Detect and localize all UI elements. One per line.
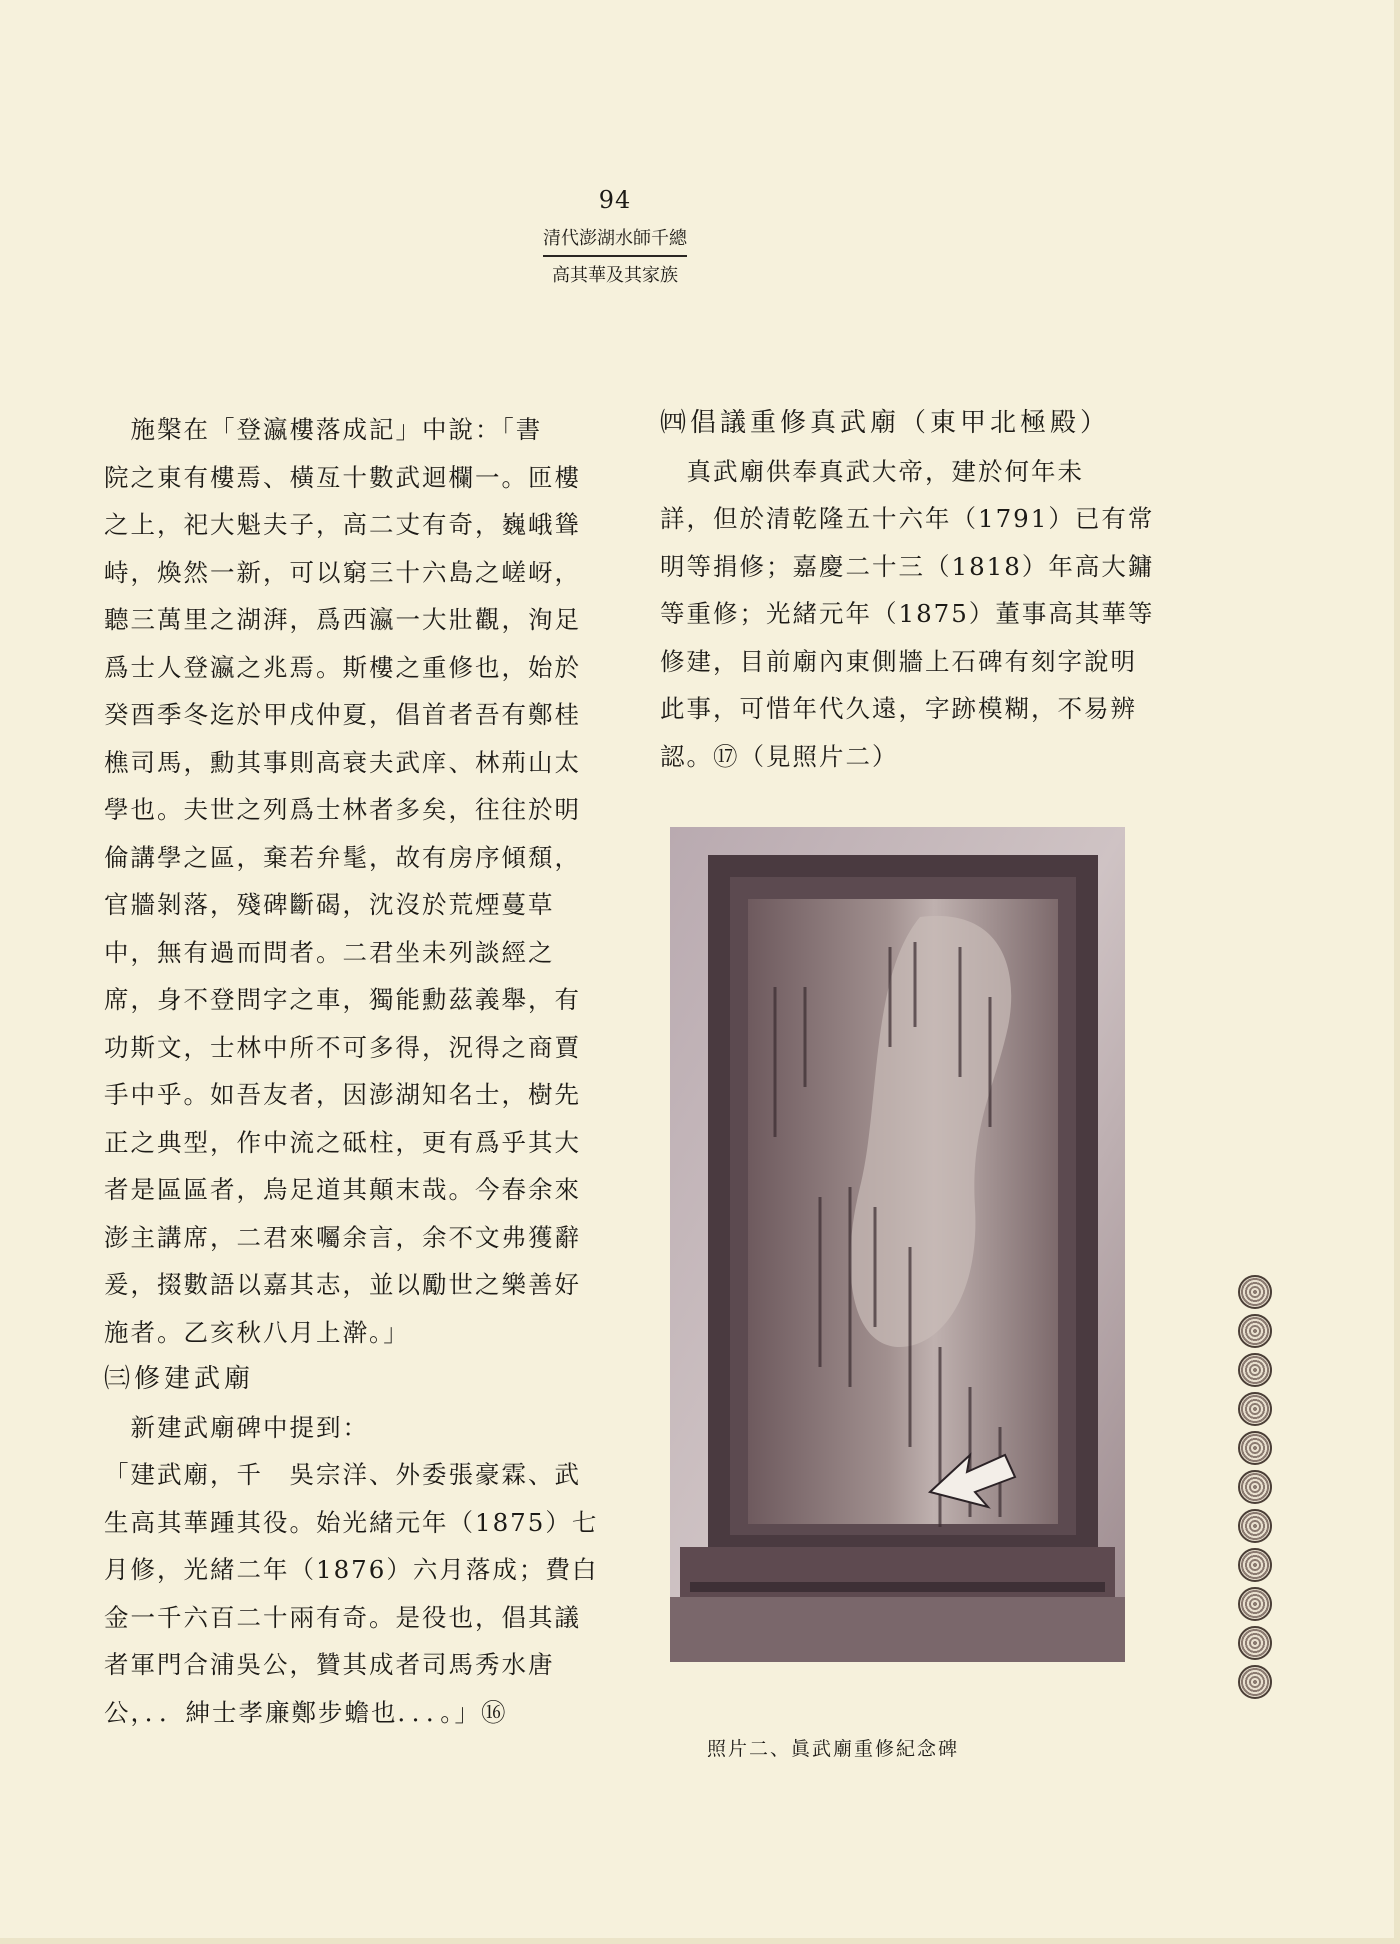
quote-line: 生高其華踵其役。始光緒元年（1875）七 [104, 1507, 599, 1537]
left-line: 者是區區者，烏足道其顛末哉。今春余來 [104, 1175, 581, 1204]
left-line: 學也。夫世之列爲士林者多矣，往往於明 [104, 795, 581, 824]
decorative-seal-strip [1235, 1275, 1275, 1704]
photo-caption: 照片二、眞武廟重修紀念碑 [707, 1738, 960, 1760]
quote-line: 「建武廟，千 吳宗洋、外委張豪霖、武 [104, 1460, 581, 1489]
header-title-line1: 清代澎湖水師千總 [543, 224, 687, 257]
left-line: 之上，祀大魁夫子，高二丈有奇，巍峨聳 [104, 510, 581, 539]
left-line: 中，無有過而問者。二君坐未列談經之 [104, 937, 555, 967]
quote-line: 者軍門合浦吳公，贊其成者司馬秀水唐 [104, 1650, 555, 1679]
left-line: 倫講學之區，棄若弁髦，故有房序傾頹， [104, 842, 581, 872]
right-line: 認。⑰（見照片二） [660, 741, 899, 771]
running-header [500, 186, 730, 287]
left-line: 爲士人登瀛之兆焉。斯樓之重修也，始於 [104, 652, 581, 682]
left-column [104, 406, 599, 1736]
left-line: 正之典型，作中流之砥柱，更有爲乎其大 [104, 1127, 581, 1157]
seal-icon [1238, 1587, 1272, 1621]
left-line: 席，身不登問字之車，獨能勳茲義舉，有 [104, 985, 581, 1014]
left-line: 施者。乙亥秋八月上澣。」 [104, 1317, 410, 1347]
seal-icon [1238, 1275, 1272, 1309]
section-four-heading: ㈣倡議重修真武廟（東甲北極殿） [660, 408, 1111, 438]
stele-photo [670, 827, 1125, 1662]
page-number: 94 [598, 186, 632, 214]
seal-icon [1238, 1626, 1272, 1660]
left-line: 爰，掇數語以嘉其志，並以勵世之樂善好 [104, 1270, 581, 1299]
left-line: 官牆剝落，殘碑斷碣，沈沒於荒煙蔓草 [104, 890, 555, 919]
seal-icon [1238, 1431, 1272, 1465]
right-line: 真武廟供奉真武大帝，建於何年未 [660, 456, 1084, 486]
right-column [660, 400, 1155, 780]
left-line: 功斯文，士林中所不可多得，況得之商賈 [104, 1032, 581, 1062]
stele-photo-drawing [670, 827, 1125, 1662]
header-title-line2: 高其華及其家族 [552, 265, 678, 286]
left-line: 峙，煥然一新，可以窮三十六島之嵯岈， [104, 557, 581, 587]
left-line: 手中乎。如吾友者，因澎湖知名士，樹先 [104, 1080, 581, 1109]
section-three-heading: ㈢修建武廟 [104, 1364, 255, 1394]
seal-icon [1238, 1392, 1272, 1426]
quote-line: 月修，光緒二年（1876）六月落成；費白 [104, 1555, 599, 1584]
seal-icon [1238, 1353, 1272, 1387]
left-line: 院之東有樓焉、橫亙十數武迴欄一。匝樓 [104, 462, 581, 492]
section-three-intro: 新建武廟碑中提到： [104, 1412, 369, 1442]
seal-icon [1238, 1470, 1272, 1504]
right-line: 此事，可惜年代久遠，字跡模糊，不易辨 [660, 694, 1137, 723]
right-line: 詳，但於清乾隆五十六年（1791）已有常 [660, 504, 1155, 533]
left-line: 樵司馬，勳其事則高衰夫武庠、林荊山太 [104, 747, 581, 777]
quote-line: 公，．．紳士孝廉鄭步蟾也．．．。」⑯ [104, 1697, 508, 1727]
quote-line: 金一千六百二十兩有奇。是役也，倡其議 [104, 1602, 581, 1632]
seal-icon [1238, 1509, 1272, 1543]
left-line: 澎主講席，二君來囑余言，余不文弗獲辭 [104, 1222, 581, 1252]
seal-icon [1238, 1548, 1272, 1582]
left-line: 聽三萬里之湖湃，爲西瀛一大壯觀，洵足 [104, 605, 581, 634]
right-line: 明等捐修；嘉慶二十三（1818）年高大鏞 [660, 551, 1155, 581]
left-line: 施槃在「登瀛樓落成記」中說：「書 [104, 415, 543, 444]
right-line: 等重修；光緒元年（1875）董事高其華等 [660, 599, 1155, 628]
seal-icon [1238, 1314, 1272, 1348]
left-line: 癸酉季冬迄於甲戌仲夏，倡首者吾有鄭桂 [104, 700, 581, 729]
right-line: 修建，目前廟內東側牆上石碑有刻字說明 [660, 646, 1137, 676]
seal-icon [1238, 1665, 1272, 1699]
